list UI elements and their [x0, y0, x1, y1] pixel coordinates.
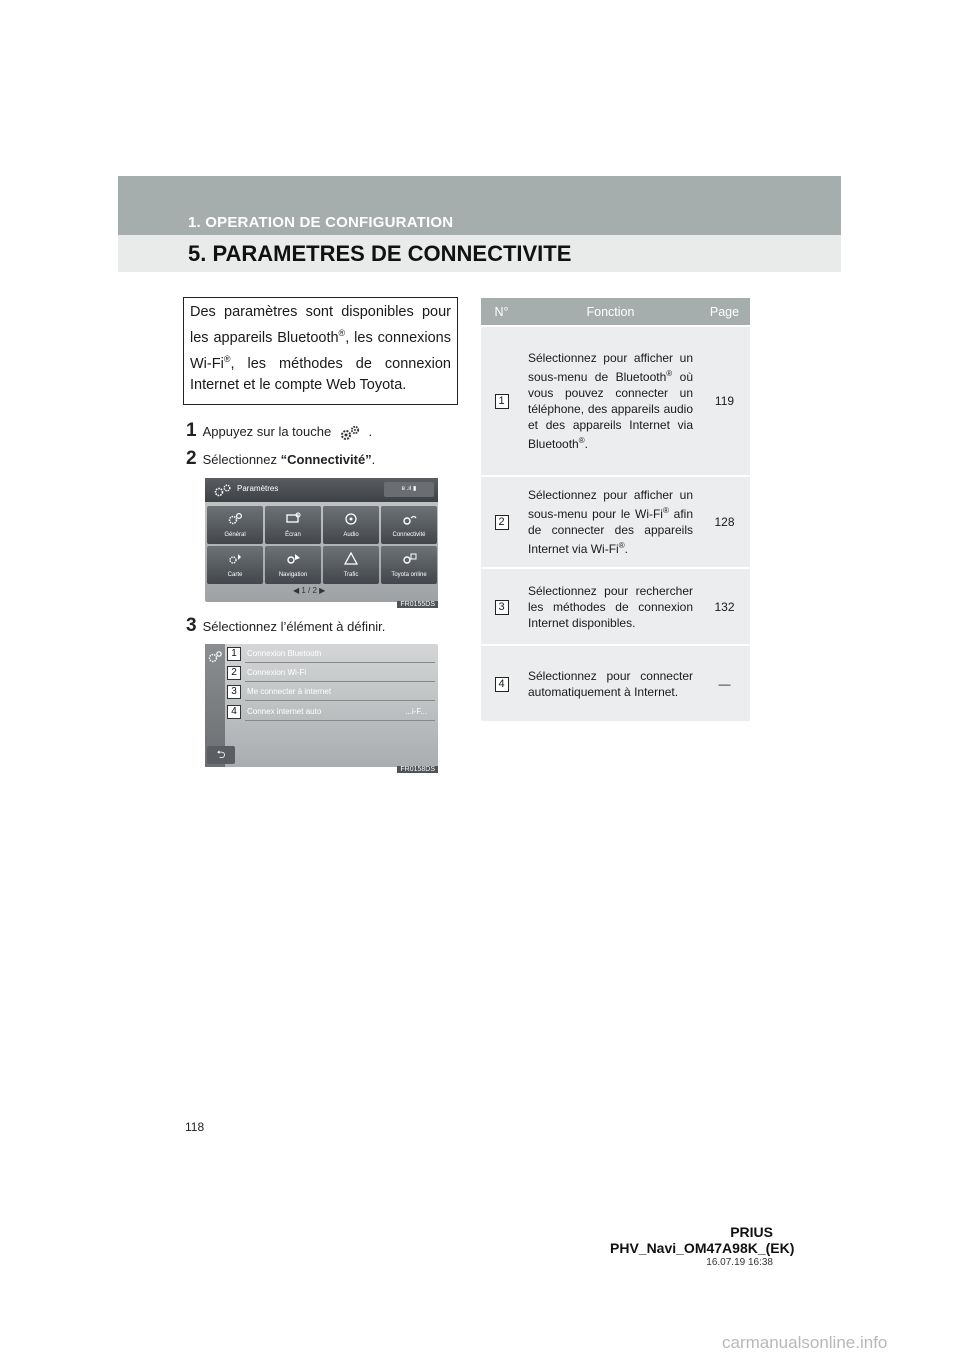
- row-page: —: [699, 645, 750, 721]
- tile-label: Connectivité: [392, 532, 426, 538]
- pager[interactable]: ◀ 1 / 2 ▶: [293, 586, 326, 595]
- step-number: 2: [186, 448, 197, 469]
- callout-4: 4: [227, 705, 241, 719]
- footer: [610, 1224, 795, 1268]
- row-label: Connexion Wi-Fi: [247, 668, 307, 677]
- tile-navigation[interactable]: [265, 546, 321, 584]
- page-title: 5. PARAMETRES DE CONNECTIVITE: [188, 241, 572, 266]
- row-auto-internet[interactable]: [245, 703, 435, 721]
- number-badge: 3: [495, 600, 509, 615]
- row-internet[interactable]: [245, 683, 435, 701]
- document-id: PRIUS PHV_Navi_OM47A98K_(EK): [610, 1224, 795, 1256]
- section-header: [118, 176, 841, 235]
- row-value: ...i-F...: [405, 707, 427, 716]
- figure-code: FR0158DS: [397, 766, 438, 773]
- reg-mark: ®: [223, 353, 231, 364]
- settings-gear-icon: [213, 483, 233, 497]
- settings-gear-icon: [339, 425, 361, 441]
- traffic-icon: [343, 552, 359, 566]
- function-table: [481, 298, 750, 721]
- callout-3: 3: [227, 685, 241, 699]
- row-page: 119: [699, 326, 750, 476]
- tile-general[interactable]: [207, 506, 263, 544]
- row-page: 132: [699, 568, 750, 645]
- row-page: 128: [699, 476, 750, 568]
- reg-mark: ®: [338, 328, 346, 338]
- row-function: [522, 476, 699, 568]
- tile-toyota-online[interactable]: [381, 546, 437, 584]
- map-icon: [227, 552, 243, 566]
- intro-text-3: , les méthodes de connexion Internet et le compte Web Toyota.: [190, 355, 451, 393]
- reg-mark: ®: [618, 541, 625, 550]
- gear-icon: [227, 512, 243, 526]
- function-text: afin de connecter des appareils Internet via Wi-Fi: [528, 507, 693, 556]
- tile-label: Carte: [227, 572, 243, 578]
- tile-label: Navigation: [278, 572, 308, 578]
- step-text: Sélectionnez: [202, 452, 278, 467]
- tile-map[interactable]: [207, 546, 263, 584]
- reg-mark: ®: [662, 506, 669, 515]
- row-function: [522, 326, 699, 476]
- row-function: Sélectionnez pour rechercher les méthodes de connexion Internet disponibles.: [522, 568, 699, 645]
- row-label: Connexion Bluetooth: [247, 649, 322, 658]
- step-number: 3: [186, 615, 197, 636]
- function-text: Sélectionnez pour afficher un sous-menu pour le Wi-Fi: [528, 488, 693, 521]
- table-row: [481, 645, 750, 721]
- step-suffix: .: [371, 452, 376, 467]
- tile-label: Écran: [285, 532, 301, 538]
- function-text: .: [584, 437, 588, 451]
- intro-text-2: , les connexions Wi-Fi: [190, 329, 451, 372]
- col-header-function: Fonction: [522, 298, 699, 326]
- row-number: [481, 645, 522, 721]
- connectivity-screen: [205, 644, 438, 773]
- row-wifi[interactable]: [245, 664, 435, 682]
- screen-title: Paramètres: [237, 484, 279, 493]
- print-stamp: 16.07.19 16:38: [706, 1257, 773, 1268]
- screen-topbar: [205, 478, 438, 502]
- step-number: 1: [186, 420, 197, 441]
- number-badge: 2: [495, 515, 509, 530]
- table-row: [481, 568, 750, 645]
- tile-label: Audio: [343, 532, 359, 538]
- reg-mark: ®: [578, 436, 585, 445]
- table-row: [481, 476, 750, 568]
- settings-screen: [205, 478, 438, 608]
- back-button[interactable]: ⮌: [207, 746, 235, 764]
- row-number: [481, 476, 522, 568]
- row-number: [481, 568, 522, 645]
- tile-audio[interactable]: [323, 506, 379, 544]
- step-text: Sélectionnez l’élément à définir.: [202, 619, 386, 634]
- row-number: [481, 326, 522, 476]
- step-suffix: .: [368, 424, 373, 439]
- intro-box: [183, 297, 458, 405]
- col-header-page: Page: [699, 298, 750, 326]
- callout-1: 1: [227, 647, 241, 661]
- navigation-icon: [285, 552, 301, 566]
- step-target: “Connectivité”: [280, 452, 372, 467]
- connectivity-icon: [401, 512, 417, 526]
- number-badge: 4: [495, 677, 509, 692]
- toyota-online-icon: [401, 552, 417, 566]
- row-bluetooth[interactable]: [245, 645, 435, 663]
- audio-icon: [343, 512, 359, 526]
- row-function: Sélectionnez pour connecter automatiquement à Internet.: [522, 645, 699, 721]
- step-2: [186, 448, 375, 470]
- page-number: 118: [185, 1120, 205, 1134]
- reg-mark: ®: [666, 369, 673, 378]
- tile-label: Trafic: [343, 572, 359, 578]
- row-label: Connex internet auto: [247, 707, 322, 716]
- connectivity-icon: [207, 650, 223, 664]
- display-icon: [285, 512, 301, 526]
- row-label: Me connecter à internet: [247, 687, 332, 696]
- col-header-number: N°: [481, 298, 522, 326]
- callout-2: 2: [227, 666, 241, 680]
- tile-screen[interactable]: [265, 506, 321, 544]
- tile-label: Toyota online: [391, 572, 427, 578]
- function-text: où vous pouvez connecter un téléphone, des appareils audio et des appareils Internet via Bluetooth: [528, 370, 693, 451]
- status-indicator: ʙ .ıl ▮: [384, 482, 434, 497]
- number-badge: 1: [495, 394, 509, 409]
- intro-text-1: Des paramètres sont disponibles pour les appareils Bluetooth: [190, 304, 451, 346]
- function-text: Sélectionnez pour afficher un sous-menu de Bluetooth: [528, 351, 693, 384]
- table-header-row: [481, 298, 750, 326]
- step-1: [186, 420, 372, 442]
- tile-connectivity[interactable]: [381, 506, 437, 544]
- function-text: .: [624, 542, 628, 556]
- watermark: carmanualsonline.info: [722, 1333, 888, 1352]
- figure-code: FR0155DS: [397, 601, 438, 608]
- section-title: 1. OPERATION DE CONFIGURATION: [188, 214, 454, 231]
- step-text: Appuyez sur la touche: [202, 424, 332, 439]
- tile-label: Général: [224, 532, 246, 538]
- page-title-bar: [118, 235, 841, 272]
- step-3: [186, 615, 385, 637]
- tile-traffic[interactable]: [323, 546, 379, 584]
- table-row: [481, 326, 750, 476]
